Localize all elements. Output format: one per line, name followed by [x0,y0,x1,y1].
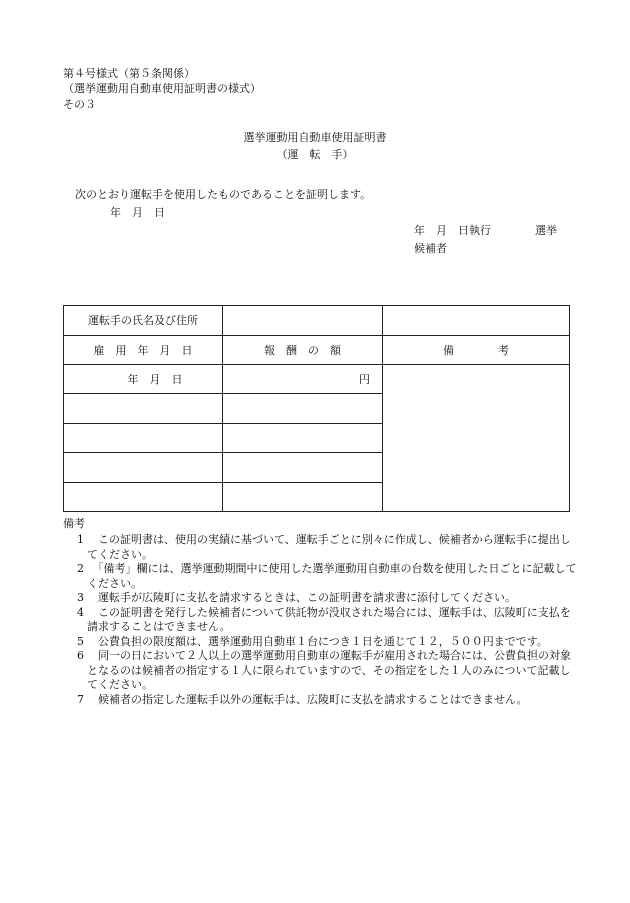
remarks-cell[interactable] [383,365,570,512]
employment-date-cell[interactable] [64,424,223,453]
note-number: 5 [77,634,84,648]
name-address-value[interactable] [223,306,383,336]
employment-date-cell[interactable] [64,483,223,512]
form-part: その３ [63,98,96,111]
note-text: この証明書を発行した候補者について供託物が没収された場合には、運転手は、広陵町に支払を請求することはできません。 [87,605,571,633]
note-text: 公費負担の限度額は、選挙運動用自動車１台につき１日を通じて１２，５００円までです。 [87,634,548,648]
form-description: （選挙運動用自動車使用証明書の様式） [63,82,261,95]
note-item [63,591,579,606]
form-number: 第４号様式（第５条関係） [63,67,195,80]
notes-section [63,517,579,707]
header-employment-date: 雇 用 年 月 日 [64,336,223,365]
amount-cell[interactable] [223,424,383,453]
employment-date-cell[interactable] [64,394,223,424]
election-date: 年 月 日執行 選挙 [414,224,557,237]
note-item [63,649,579,693]
document-title: 選挙運動用自動車使用証明書 [243,131,387,144]
employment-date-cell[interactable] [64,453,223,483]
employment-date-cell[interactable]: 年 月 日 [64,365,223,394]
note-text: この証明書は、使用の実績に基づいて、運転手ごとに別々に作成し、候補者から運転手に提出してください。 [87,533,571,561]
header-row [64,336,570,365]
name-row [64,306,570,336]
amount-cell[interactable]: 円 [223,365,383,394]
driver-table [63,305,570,512]
note-number: 1 [77,533,84,546]
amount-cell[interactable] [223,394,383,424]
issue-date: 年 月 日 [110,206,165,219]
name-address-extra[interactable] [383,306,570,336]
note-item [63,606,579,635]
table-row [64,365,570,394]
notes-heading: 備考 [63,517,85,530]
note-item [63,533,579,562]
amount-cell[interactable] [223,453,383,483]
note-text: 候補者の指定した運転手以外の運転手は、広陵町に支払を請求することはできません。 [87,692,528,706]
candidate-label: 候補者 [414,242,447,255]
header-remarks: 備 考 [383,336,570,365]
note-number: 7 [77,692,84,706]
note-number: 2 [77,562,84,575]
note-item [63,635,579,650]
note-item [63,693,579,708]
document-subtitle: （運 転 手） [276,148,354,161]
name-address-label: 運転手の氏名及び住所 [64,306,223,336]
note-number: 4 [77,605,84,619]
note-text: 運転手が広陵町に支払を請求するときは、この証明書を請求書に添付してください。 [87,591,516,604]
amount-cell[interactable] [223,483,383,512]
certification-statement: 次のとおり運転手を使用したものであることを証明します。 [75,188,372,201]
note-text: 「備考」欄には、選挙運動期間中に使用した選挙運動用自動車の台数を使用した日ごとに記載してください。 [87,562,577,590]
header-remuneration: 報 酬 の 額 [223,336,383,365]
note-number: 6 [77,649,84,662]
note-item [63,562,579,591]
note-number: 3 [77,591,84,604]
note-text: 同一の日において２人以上の選挙運動用自動車の運転手が雇用された場合には、公費負担の対象となるのは候補者の指定する１人に限られていますので、その指定をした１人のみについて記載してください。 [87,649,571,691]
